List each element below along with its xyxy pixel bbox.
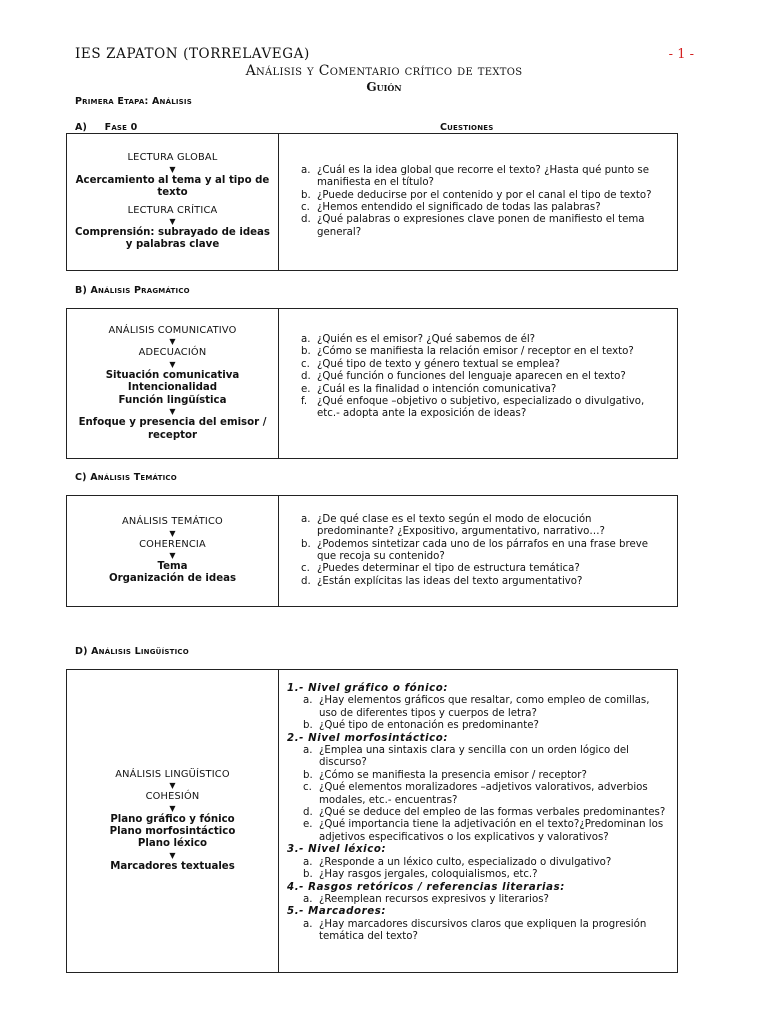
question-item: a. ¿Hay marcadores discursivos claros que expliquen la progresión temática del texto? (303, 918, 647, 943)
concept-organization: Organización de ideas (108, 573, 237, 585)
question-item: f. ¿Qué enfoque –objetivo o subjetivo, especializado o divulgativo, etc.- adopta ante la exposición de ideas? (301, 396, 645, 420)
question-item: d. ¿Qué función o funciones del lenguaje aparecen en el texto? (301, 371, 626, 383)
question-item: c. ¿Puedes determinar el tipo de estructura temática? (301, 563, 580, 575)
level-heading: 3.- Nivel léxico: (287, 844, 387, 856)
arrow-down-icon: ▼ (169, 528, 176, 538)
section-a-title: Fase 0 (104, 122, 138, 133)
section-c-table (66, 495, 678, 607)
level-heading: 2.- Nivel morfosintáctico: (287, 732, 449, 744)
question-item: d. ¿Están explícitas las ideas del texto argumentativo? (301, 575, 583, 587)
question-item: b. ¿Hay rasgos jergales, coloquialismos, etc.? (303, 869, 538, 881)
concept-linguistic: ANÁLISIS LINGÜÍSTICO (115, 768, 230, 780)
question-item: b. ¿Puede deducirse por el contenido y por el canal el tipo de texto? (301, 189, 652, 201)
concept-function: Función lingüística (118, 394, 227, 406)
page-number: - 1 - (668, 47, 694, 62)
section-c-questions (279, 496, 677, 606)
concept-morphosyntactic-level: Plano morfosintáctico (109, 826, 236, 837)
section-d-heading: D) Análisis Lingüístico (75, 646, 189, 657)
concept-situation: Situación comunicativa (105, 369, 240, 381)
questions-heading: Cuestiones (440, 122, 494, 133)
arrow-down-icon: ▼ (169, 164, 176, 174)
section-b-questions (279, 309, 677, 458)
concept-global-reading: LECTURA GLOBAL (127, 152, 218, 164)
question-item: e. ¿Qué importancia tiene la adjetivación en el texto?¿Predominan los adjetivos especificativos o los explicativos y valorativos? (303, 819, 664, 843)
arrow-down-icon: ▼ (169, 337, 176, 347)
concept-markers: Marcadores textuales (110, 860, 235, 872)
question-item: d. ¿Qué palabras o expresiones clave ponen de manifiesto el tema general? (301, 214, 645, 238)
section-d-concepts (67, 670, 279, 972)
level-heading: 1.- Nivel gráfico o fónico: (287, 683, 449, 694)
section-a-heading (75, 122, 137, 133)
question-item: b. ¿Cómo se manifiesta la relación emisor / receptor en el texto? (301, 346, 634, 358)
arrow-down-icon: ▼ (169, 781, 176, 791)
level-heading: 4.- Rasgos retóricos / referencias literarias: (287, 881, 565, 893)
level-heading: 5.- Marcadores: (287, 906, 387, 918)
question-item: a. ¿Emplea una sintaxis clara y sencilla con un orden lógico del discurso? (303, 745, 630, 769)
school-name: IES ZAPATON (TORRELAVEGA) (75, 46, 310, 62)
arrow-down-icon: ▼ (169, 216, 176, 226)
concept-lexical-level: Plano léxico (137, 838, 208, 850)
question-item: c. ¿Qué elementos moralizadores –adjetivos valorativos, adverbios modales, etc.- encuentras? (303, 782, 648, 806)
concept-communicative: ANÁLISIS COMUNICATIVO (108, 325, 237, 337)
section-c-heading: C) Análisis Temático (75, 472, 177, 483)
section-d-questions (279, 670, 677, 972)
section-b-concepts (67, 309, 279, 458)
section-c-concepts (67, 496, 279, 606)
concept-focus: Enfoque y presencia del emisor / receptor (78, 417, 267, 441)
concept-critical-reading: LECTURA CRÍTICA (127, 204, 218, 216)
concept-thematic: ANÁLISIS TEMÁTICO (122, 516, 223, 528)
question-item: a. ¿Reemplean recursos expresivos y literarios? (303, 893, 549, 905)
arrow-down-icon: ▼ (169, 359, 176, 369)
question-item: d. ¿Qué se deduce del empleo de las formas verbales predominantes? (303, 807, 666, 819)
question-item: a. ¿Hay elementos gráficos que resaltar, como empleo de comillas, uso de diferentes tipos y cuerpos de letra? (303, 695, 650, 719)
concept-topic: Tema (157, 561, 188, 572)
question-item: c. ¿Hemos entendido el significado de todas las palabras? (301, 202, 601, 213)
concept-adequacy: ADECUACIÓN (138, 347, 207, 359)
question-item: b. ¿Qué tipo de entonación es predominante? (303, 720, 539, 732)
section-b-table (66, 308, 678, 459)
arrow-down-icon: ▼ (169, 850, 176, 860)
question-item: a. ¿Quién es el emisor? ¿Qué sabemos de él? (301, 334, 536, 345)
arrow-down-icon: ▼ (169, 803, 176, 813)
section-d-table (66, 669, 678, 973)
section-a-questions (279, 134, 677, 270)
section-b-heading: B) Análisis Pragmático (75, 285, 190, 296)
question-item: a. ¿Responde a un léxico culto, especializado o divulgativo? (303, 856, 612, 868)
concept-approach: Acercamiento al tema y al tipo de texto (75, 174, 270, 199)
question-item: b. ¿Cómo se manifiesta la presencia emisor / receptor? (303, 769, 587, 781)
question-item: a. ¿De qué clase es el texto según el modo de elocución predominante? ¿Expositivo, argumentativo, narrativo…? (301, 513, 605, 538)
concept-coherence: COHERENCIA (139, 538, 206, 550)
question-item: b. ¿Podemos sintetizar cada uno de los párrafos en una frase breve que recoja su contenido? (301, 538, 649, 562)
document-subtitle: Guión (366, 80, 402, 94)
concept-graphic-level: Plano gráfico y fónico (110, 813, 235, 825)
concept-comprehension: Comprensión: subrayado de ideas y palabras clave (75, 226, 270, 251)
document-title: Análisis y Comentario crítico de textos (245, 63, 523, 79)
question-item: e. ¿Cuál es la finalidad o intención comunicativa? (301, 383, 557, 395)
question-item: a. ¿Cuál es la idea global que recorre el texto? ¿Hasta qué punto se manifiesta en el título? (301, 164, 650, 189)
section-a-letter: A) (75, 122, 88, 133)
arrow-down-icon: ▼ (169, 551, 176, 560)
concept-cohesion: COHESIÓN (145, 791, 200, 803)
stage-heading: Primera Etapa: Análisis (75, 96, 192, 107)
section-a-concepts (67, 134, 279, 270)
arrow-down-icon: ▼ (169, 407, 176, 417)
concept-intentionality: Intencionalidad (127, 382, 218, 394)
question-item: c. ¿Qué tipo de texto y género textual se emplea? (301, 358, 560, 370)
section-a-table (66, 133, 678, 271)
